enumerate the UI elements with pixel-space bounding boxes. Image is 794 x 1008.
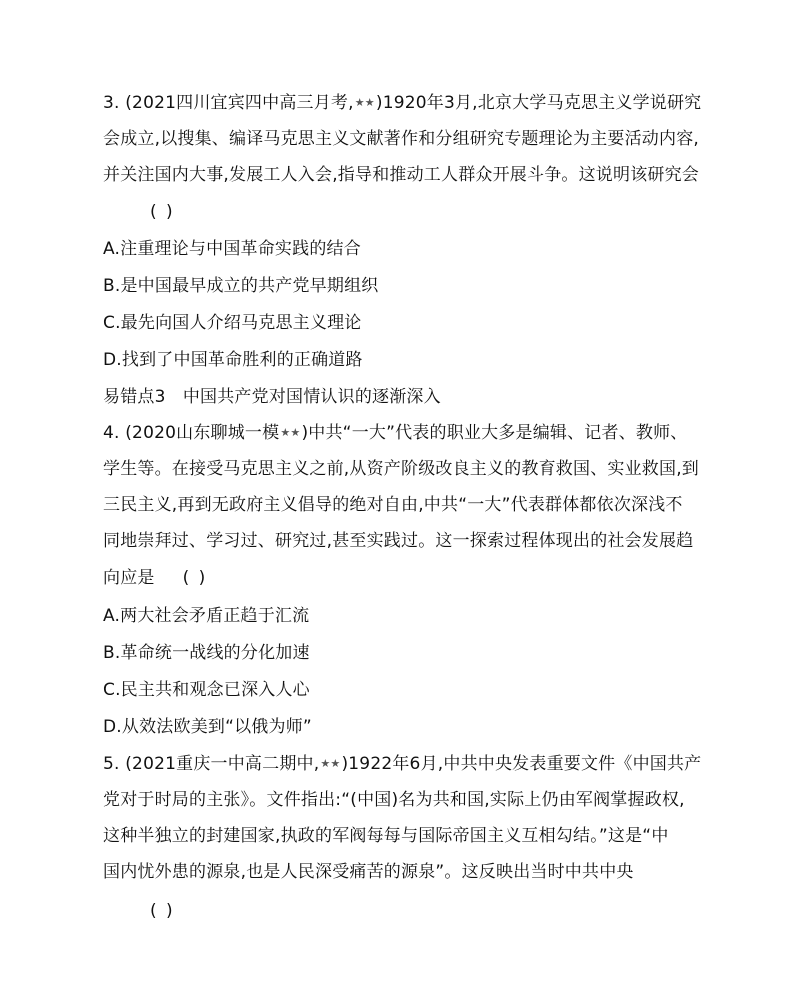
q3-option-b: B.是中国最早成立的共产党早期组织 — [103, 276, 379, 296]
q3-line-1 — [103, 92, 702, 116]
q4-prefix: 4. (2020山东聊城一模 — [103, 423, 280, 443]
q4-option-d: D.从效法欧美到“以俄为师” — [103, 717, 312, 737]
q4-line-3: 三民主义,再到无政府主义倡导的绝对自由,中共“一大”代表群体都依次深浅不 — [103, 495, 683, 515]
q4-line-1 — [103, 422, 694, 446]
section-heading: 易错点3 中国共产党对国情认识的逐渐深入 — [103, 387, 441, 407]
q4-line-5 — [103, 567, 694, 589]
q5-line-2: 党对于时局的主张》。文件指出:“(中国)名为共和国,实际上仍由军阀掌握政权, — [103, 790, 685, 810]
q3-option-a: A.注重理论与中国革命实践的结合 — [103, 239, 361, 259]
q5-prefix: 5. (2021重庆一中高二期中, — [103, 754, 320, 774]
q3-prefix: 3. (2021四川宜宾四中高三月考, — [103, 93, 354, 113]
q5-answer-blank: ( ) — [150, 901, 175, 921]
difficulty-stars-icon: ★★ — [320, 757, 341, 770]
difficulty-stars-icon: ★★ — [354, 96, 375, 109]
q4-option-c: C.民主共和观念已深入人心 — [103, 680, 310, 700]
q4-option-a: A.两大社会矛盾正趋于汇流 — [103, 606, 310, 626]
q4-answer-blank: ( ) — [182, 568, 208, 588]
q4-line-2: 学生等。在接受马克思主义之前,从资产阶级改良主义的教育救国、实业救国,到 — [103, 459, 700, 479]
q4-line-4: 同地崇拜过、学习过、研究过,甚至实践过。这一探索过程体现出的社会发展趋 — [103, 531, 694, 551]
q5-line1-text: )1922年6月,中共中央发表重要文件《中国共产 — [341, 754, 702, 774]
q5-line-3: 这种半独立的封建国家,执政的军阀每每与国际帝国主义互相勾结。”这是“中 — [103, 826, 669, 846]
q3-option-c: C.最先向国人介绍马克思主义理论 — [103, 313, 362, 333]
q4-line1-text: )中共“一大”代表的职业大多是编辑、记者、教师、 — [301, 423, 688, 443]
q4-line5-text: 向应是 — [103, 568, 155, 588]
q3-option-d: D.找到了中国革命胜利的正确道路 — [103, 350, 363, 370]
q3-answer-blank: ( ) — [150, 202, 175, 222]
q3-line1-text: )1920年3月,北京大学马克思主义学说研究 — [375, 93, 702, 113]
q4-option-b: B.革命统一战线的分化加速 — [103, 643, 310, 663]
difficulty-stars-icon: ★★ — [280, 426, 301, 439]
q3-line-3: 并关注国内大事,发展工人入会,指导和推动工人群众开展斗争。这说明该研究会 — [103, 165, 700, 185]
q5-line-1 — [103, 753, 702, 777]
q3-line-2: 会成立,以搜集、编译马克思主义文献著作和分组研究专题理论为主要活动内容, — [103, 129, 700, 149]
q5-line-4: 国内忧外患的源泉,也是人民深受痛苦的源泉”。这反映出当时中共中央 — [103, 862, 634, 882]
